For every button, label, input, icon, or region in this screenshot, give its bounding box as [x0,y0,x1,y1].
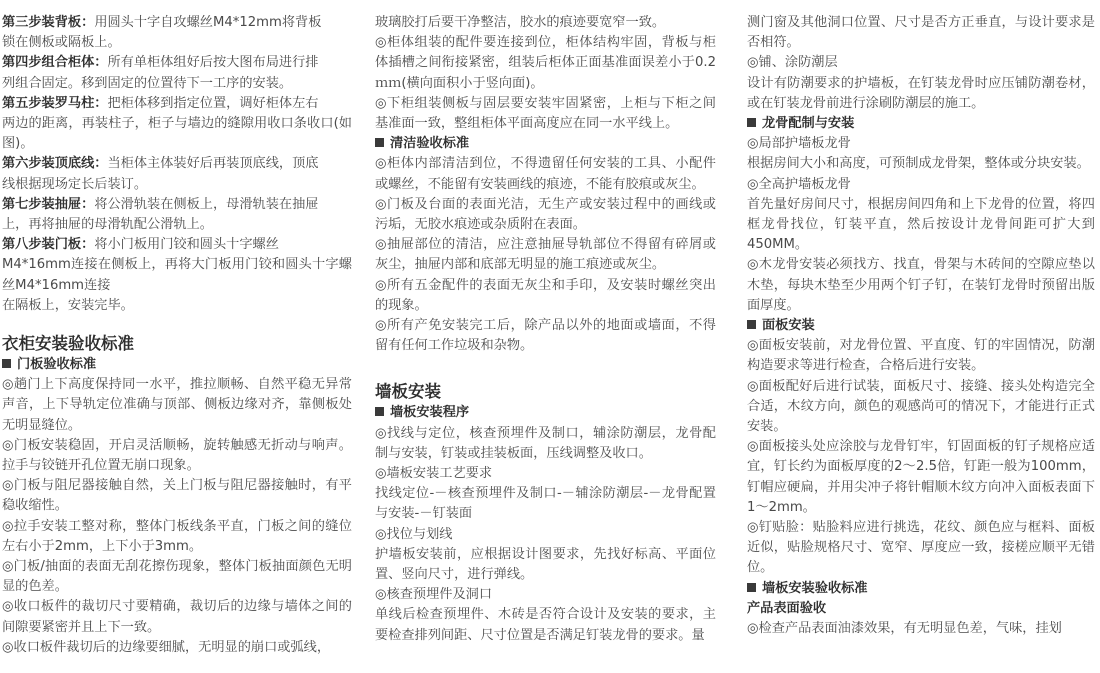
subsection-label: 面板安装 [762,318,815,334]
paragraph: ◎面板配好后进行试装，面板尺寸、接缝、接头处构造完全合适，木纹方向，颜色的观感尚可的情况下，才能进行正式安装。 [747,378,1095,435]
step-7 [2,195,352,235]
paragraph: ◎收口板件的裁切尺寸要精确，裁切后的边缘与墙体之间的间隙要紧密并且上下一致。 [2,599,352,635]
step-label: 第四步组合柜体： [2,55,108,71]
paragraph: ◎找线与定位，核查预埋件及制口，辅涂防潮层，龙骨配制与安装，钉装或挂装板面，压线调整及收口。 [375,425,716,461]
square-bullet-icon [2,359,11,368]
step-6 [2,154,352,194]
step-3 [2,13,352,53]
subsection-label: 清洁验收标准 [390,136,470,152]
paragraph: 单线后检查预埋件、木砖是否符合设计及安装的要求，主要检查排列间距、尺寸位置是否满足钉装龙骨的要求。量 [375,607,716,643]
paragraph: ◎所有产免安装完工后，除产品以外的地面或墙面，不得留有任何工作垃圾和杂物。 [375,318,716,354]
paragraph: ◎拉手安装工整对称，整体门板线条平直，门板之间的缝位左右小于2mm，上下小于3mm。 [2,518,352,554]
square-bullet-icon [747,583,756,592]
paragraph: ◎钉贴脸：贴脸料应进行挑选，花纹、颜色应与框料、面板近似，贴脸规格尺寸、宽窄、厚度应一致，接槎应顺平无错位。 [747,520,1095,576]
paragraph: ◎局部护墙板龙骨 [747,136,851,152]
paragraph: ◎门板安装稳固，开启灵活顺畅，旋转触感无折动与响声。拉手与铰链开孔位置无崩口现象。 [2,437,352,474]
column-2 [375,13,716,646]
step-5 [2,94,352,155]
step-4 [2,53,352,93]
square-bullet-icon [375,407,384,416]
paragraph: ◎核查预埋件及洞口 [375,587,493,603]
subsection-label: 墙板安装验收标准 [762,580,868,596]
section-title-wardrobe-acceptance: 衣柜安装验收标准 [2,334,134,354]
paragraph: ◎木龙骨安装必须找方、找直，骨架与木砖间的空隙应垫以木垫，每块木垫至少用两个钉子钉，在装钉龙骨时预留出版面厚度。 [747,257,1095,313]
subsection-title-procedure [375,403,716,423]
subsection-title-panel [747,316,1095,336]
step-label: 第三步装背板： [2,15,95,30]
paragraph: ◎门板及台面的表面光洁，无生产或安装过程中的画线或污垢，无胶水痕迹或杂质附在表面。 [375,196,716,233]
paragraph: ◎柜体组装的配件要连接到位，柜体结构牢固，背板与柜体插槽之间衔接紧密，组装后柜体正面基准面误差小于0.2ｍｍ(横向面积小于竖向面)。 [375,35,716,91]
paragraph: 测门窗及其他洞口位置、尺寸是否方正垂直，与设计要求是否相符。 [747,15,1095,51]
paragraph: ◎柜体内部清洁到位，不得遗留任何安装的工具、小配件或螺丝，不能留有安装画线的痕迹，不能有胶痕或灰尘。 [375,156,716,192]
paragraph: ◎门板与阻尼器接触自然，关上门板与阻尼器接触时，有平稳收缩性。 [2,478,352,514]
step-8 [2,235,352,316]
subsection-title-acceptance [747,579,1095,599]
paragraph: ◎找位与划线 [375,526,453,542]
step-text: 将公滑轨装在侧板上，母滑轨装在抽屉 上，再将抽屉的母滑轨配公滑轨上。 [2,196,319,233]
paragraph: 护墙板安装前，应根据设计图要求，先找好标高、平面位置、竖向尺寸，进行弹线。 [375,546,716,583]
step-text: 将小门板用门铰和圆头十字螺丝 M4*16mm连接在侧板上，再将大门板用门铰和圆头十字螺丝M4*16mm连接 在隔板上，安装完毕。 [2,237,352,313]
paragraph: 根据房间大小和高度，可预制成龙骨架，整体或分块安装。 [747,156,1090,172]
paragraph: ◎趟门上下高度保持同一水平，推拉顺畅、自然平稳无异常声音，上下导轨定位准确与顶部、侧板边缘对齐，靠侧板处无明显缝位。 [2,377,352,433]
paragraph: ◎面板接头处应涂胶与龙骨钉牢，钉固面板的钉子规格应适宜，钉长约为面板厚度的2～2.5倍，钉距一般为100mm，钉帽应硬扁，并用尖冲子将针帽顺木纹方向冲入面板表面下1～2mm。 [747,439,1095,515]
step-text: 用圆头十字自攻螺丝M4*12mm将背板 锁在侧板或隔板上。 [2,15,322,51]
paragraph: ◎门板/抽面的表面无刮花擦伤现象，整体门板抽面颜色无明显的色差。 [2,559,352,595]
surface-acceptance-title: 产品表面验收 [747,600,827,616]
square-bullet-icon [747,320,756,329]
paragraph: ◎下柜组装侧板与固层要安装牢固紧密，上柜与下柜之间基准面一致，整组柜体平面高度应在同一水平线上。 [375,95,716,132]
subsection-label: 门板验收标准 [17,357,97,373]
paragraph: ◎抽屉部位的清洁，应注意抽屉导轨部位不得留有碎屑或灰尘，抽屉内部和底部无明显的施工痕迹或灰尘。 [375,237,716,273]
paragraph: ◎墙板安装工艺要求 [375,466,493,482]
paragraph: 首先量好房间尺寸，根据房间四角和上下龙骨的位置，将四框龙骨找位，钉装平直，然后按设计龙骨间距可扩大到450MM。 [747,196,1095,253]
subsection-title-door-panel [2,355,352,375]
subsection-title-keel [747,114,1095,134]
paragraph: ◎面板安装前，对龙骨位置、平直度、钉的牢固情况，防潮构造要求等进行检查，合格后进行安装。 [747,338,1095,374]
step-text: 所有单柜体组好后按大图布局进行排 列组合固定。移到固定的位置待下一工序的安装。 [2,55,319,91]
step-label: 第六步装顶底线： [2,156,108,172]
subsection-label: 龙骨配制与安装 [762,116,855,132]
paragraph: ◎全高护墙板龙骨 [747,176,851,192]
paragraph: ◎检查产品表面油漆效果，有无明显色差，气味，挂划 [747,621,1062,637]
step-label: 第七步装抽屉： [2,196,95,212]
section-title-wall-panel: 墙板安装 [375,382,441,402]
step-label: 第八步装门板： [2,237,95,253]
paragraph: 玻璃胶打后要干净整洁，胶水的痕迹要宽窄一致。 [375,15,666,30]
step-text: 把柜体移到指定位置，调好柜体左右 两边的距离，再装柱子，柜子与墙边的缝隙用收口条收口(如图)。 [2,95,352,152]
paragraph: ◎所有五金配件的表面无灰尘和手印，及安装时螺丝突出的现象。 [375,277,716,313]
paragraph: 找线定位-－核查预埋件及制口-－辅涂防潮层-－龙骨配置与安装-－钉装面 [375,486,716,522]
column-1 [2,13,352,658]
step-label: 第五步装罗马柱： [2,95,108,111]
subsection-label: 墙板安装程序 [390,405,470,421]
paragraph: ◎铺、涂防潮层 [747,55,838,71]
square-bullet-icon [747,118,756,127]
paragraph: 设计有防潮要求的护墙板，在钉装龙骨时应压铺防潮卷材，或在钉装龙骨前进行涂刷防潮层的施工。 [747,75,1095,111]
square-bullet-icon [375,138,384,147]
subsection-title-cleaning [375,134,716,154]
paragraph: ◎收口板件裁切后的边缘要细腻，无明显的崩口或弧线， [2,639,331,655]
column-3 [747,13,1095,639]
step-text: 当柜体主体装好后再装顶底线，顶底 线根据现场定长后装订。 [2,156,319,192]
